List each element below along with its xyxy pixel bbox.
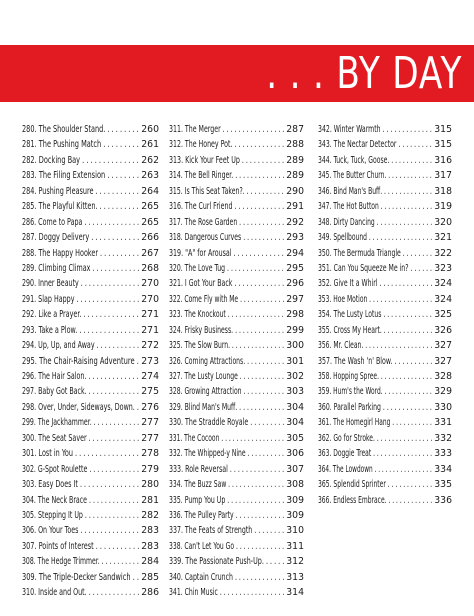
toc-entry <box>22 415 159 430</box>
toc-entry-page: 260 <box>140 122 159 137</box>
toc-entry-page: 306 <box>285 446 304 461</box>
toc-entry <box>169 508 304 523</box>
toc-entry <box>169 137 304 152</box>
toc-entry-title: 298. Over, Under, Sideways, Down. . <box>22 401 139 413</box>
toc-entry-page: 292 <box>285 215 304 230</box>
toc-entry-title: 284. Pushing Pleasure . . . . . . . . . . . <box>22 185 139 197</box>
toc-entry <box>169 276 304 291</box>
toc-entry-page: 325 <box>433 307 452 322</box>
toc-entry-title: 333. Role Reversal . . . . . . . . . . . . . . <box>169 463 285 475</box>
toc-entry <box>169 384 304 399</box>
toc-entry-page: 279 <box>140 462 159 477</box>
toc-entry <box>318 493 452 508</box>
toc-entry-page: 330 <box>433 400 452 415</box>
toc-entry <box>22 523 159 538</box>
toc-entry-page: 270 <box>140 292 159 307</box>
toc-column-3 <box>318 122 464 508</box>
toc-entry-title: 365. Splendid Sprinter . . . . . . . . . . . . <box>318 479 433 491</box>
toc-entry-title: 348. Dirty Dancing . . . . . . . . . . . . . . . <box>318 216 433 228</box>
toc-entry-page: 312 <box>285 554 304 569</box>
toc-entry-page: 271 <box>140 307 159 322</box>
toc-entry-page: 308 <box>285 477 304 492</box>
toc-entry <box>22 570 159 585</box>
toc-entry-page: 286 <box>140 585 159 600</box>
toc-entry-title: 363. Doggie Treat . . . . . . . . . . . . . . . . <box>318 448 433 460</box>
toc-entry-page: 265 <box>140 215 159 230</box>
toc-entry <box>318 415 452 430</box>
toc-entry-title: 339. The Passionate Push-Up. . . . . . <box>169 556 285 568</box>
toc-entry <box>169 400 304 415</box>
toc-entry <box>22 369 159 384</box>
toc-entry-title: 352. Give It a Whirl . . . . . . . . . . . . . . <box>318 278 433 290</box>
toc-entry-page: 266 <box>140 230 159 245</box>
toc-entry <box>169 415 304 430</box>
toc-entry-title: 310. Inside and Out. . . . . . . . . . . . . . <box>22 587 140 599</box>
toc-entry <box>22 122 159 137</box>
toc-entry-page: 311 <box>285 539 304 554</box>
toc-entry-title: 351. Can You Squeeze Me in? . . . . . . <box>318 262 432 274</box>
toc-entry-page: 309 <box>285 493 304 508</box>
toc-entry-title: 312. The Honey Pot. . . . . . . . . . . . . . <box>169 139 285 151</box>
toc-entry <box>318 338 452 353</box>
toc-entry-page: 281 <box>140 493 159 508</box>
toc-entry-page: 283 <box>140 539 159 554</box>
toc-entry-title: 349. Spellbound . . . . . . . . . . . . . . . . . <box>318 232 433 244</box>
toc-entry <box>169 153 304 168</box>
toc-entry <box>318 384 452 399</box>
toc-entry-page: 264 <box>140 184 159 199</box>
toc-entry-title: 281. The Pushing Match . . . . . . . . . <box>22 139 139 151</box>
toc-entry-page: 328 <box>433 369 452 384</box>
toc-entry <box>22 184 159 199</box>
toc-entry-page: 315 <box>433 122 452 137</box>
toc-entry-title: 337. The Feats of Strength . . . . . . . . <box>169 525 285 537</box>
toc-entry-page: 298 <box>285 307 304 322</box>
toc-entry <box>22 384 159 399</box>
toc-entry <box>169 168 304 183</box>
toc-entry-title: 345. The Butter Churn. . . . . . . . . . . . . <box>318 170 432 182</box>
toc-entry-title: 343. The Nectar Detector . . . . . . . . . <box>318 139 432 151</box>
toc-entry <box>318 292 452 307</box>
toc-entry-title: 361. The Homegirl Hang . . . . . . . . . . . <box>318 417 432 429</box>
toc-entry <box>169 369 304 384</box>
toc-entry <box>22 215 159 230</box>
toc-entry <box>22 246 159 261</box>
toc-entry-title: 344. Tuck, Tuck, Goose. . . . . . . . . . . . <box>318 154 432 166</box>
toc-entry-page: 289 <box>285 153 304 168</box>
toc-entry-page: 291 <box>285 199 304 214</box>
toc-entry-page: 327 <box>433 338 452 353</box>
toc-entry <box>318 276 452 291</box>
toc-entry-title: 280. The Shoulder Stand. . . . . . . . . <box>22 124 139 135</box>
toc-entry-title: 325. The Slow Burn. . . . . . . . . . . . . . . <box>169 340 285 352</box>
toc-entry-page: 303 <box>285 384 304 399</box>
toc-entry-title: 295. The Chair-Raising Adventure . <box>22 355 139 367</box>
toc-entry-title: 289. Climbing Climax . . . . . . . . . . . . <box>22 262 140 274</box>
toc-entry-title: 321. I Got Your Back . . . . . . . . . . . . . <box>169 278 285 290</box>
toc-entry-page: 327 <box>433 354 452 369</box>
toc-entry-page: 332 <box>433 431 452 446</box>
toc-entry-page: 304 <box>285 400 304 415</box>
toc-entry <box>169 323 304 338</box>
toc-entry-page: 267 <box>140 246 159 261</box>
toc-entry-title: 294. Up, Up, and Away . . . . . . . . . . . <box>22 340 140 352</box>
toc-entry-title: 358. Hopping Spree. . . . . . . . . . . . . . . <box>318 371 432 382</box>
toc-entry <box>22 462 159 477</box>
toc-entry-title: 327. The Lusty Lounge . . . . . . . . . . . . <box>169 371 284 382</box>
toc-entry-page: 300 <box>285 338 304 353</box>
toc-entry <box>169 431 304 446</box>
toc-entry-title: 317. The Rose Garden . . . . . . . . . . . . <box>169 216 285 228</box>
toc-entry-page: 309 <box>285 508 304 523</box>
toc-entry-title: 331. The Cocoon . . . . . . . . . . . . . . . . . <box>169 432 284 444</box>
toc-entry-page: 321 <box>433 230 452 245</box>
toc-entry-title: 332. The Whipped-y Nine . . . . . . . . . . <box>169 448 284 460</box>
toc-entry <box>318 323 452 338</box>
toc-entry <box>22 199 159 214</box>
toc-entry-title: 334. The Buzz Saw . . . . . . . . . . . . . . . <box>169 479 284 491</box>
toc-entry <box>318 246 452 261</box>
page-title: . . . BY DAY <box>266 48 462 99</box>
toc-entry-page: 310 <box>285 523 304 538</box>
toc-entry-page: 314 <box>285 585 304 600</box>
toc-entry-page: 276 <box>140 400 159 415</box>
toc-entry-page: 263 <box>140 168 159 183</box>
toc-entry <box>22 153 159 168</box>
toc-entry <box>318 400 452 415</box>
toc-entry-page: 288 <box>285 137 304 152</box>
toc-entry-title: 356. Mr. Clean. . . . . . . . . . . . . . . . . . . <box>318 340 433 352</box>
toc-entry-page: 294 <box>285 246 304 261</box>
toc-entry-page: 313 <box>285 570 304 585</box>
toc-entry-page: 318 <box>433 184 452 199</box>
toc-entry-title: 360. Parallel Parking . . . . . . . . . . . . . <box>318 401 432 413</box>
toc-entry-title: 282. Docking Bay . . . . . . . . . . . . . . <box>22 154 139 166</box>
toc-entry <box>318 122 452 137</box>
toc-entry-title: 323. The Knockout . . . . . . . . . . . . . . . <box>169 309 284 321</box>
toc-entry-title: 362. Go for Stroke. . . . . . . . . . . . . . . . <box>318 432 433 444</box>
toc-entry-page: 331 <box>433 415 452 430</box>
toc-entry <box>169 230 304 245</box>
toc-entry-title: 283. The Filing Extension . . . . . . . . <box>22 170 139 182</box>
toc-entry-page: 290 <box>285 184 304 199</box>
toc-entry-title: 328. Growing Attraction . . . . . . . . . . . <box>169 386 284 398</box>
toc-entry <box>169 523 304 538</box>
toc-entry-page: 315 <box>433 137 452 152</box>
toc-entry-page: 280 <box>140 477 159 492</box>
toc-entry-page: 335 <box>433 477 452 492</box>
toc-entry <box>169 292 304 307</box>
toc-entry <box>318 446 452 461</box>
toc-entry-title: 338. Can't Let You Go . . . . . . . . . . . . . <box>169 540 285 552</box>
toc-entry-title: 320. The Love Tug . . . . . . . . . . . . . . . <box>169 262 284 274</box>
toc-entry-title: 366. Endless Embrace. . . . . . . . . . . . . <box>318 494 433 506</box>
toc-entry <box>22 493 159 508</box>
toc-entry <box>169 477 304 492</box>
toc-entry-title: 297. Baby Got Back. . . . . . . . . . . . . . <box>22 386 139 398</box>
toc-entry-title: 286. Come to Papa . . . . . . . . . . . . . . <box>22 216 140 228</box>
toc-entry <box>22 585 159 600</box>
toc-entry-page: 270 <box>140 276 159 291</box>
toc-entry-page: 265 <box>140 199 159 214</box>
toc-entry <box>169 261 304 276</box>
toc-entry-title: 293. Take a Plow. . . . . . . . . . . . . . . . <box>22 324 140 336</box>
toc-entry-title: 309. The Triple-Decker Sandwich . . <box>22 571 140 583</box>
toc-entry <box>169 446 304 461</box>
toc-entry <box>318 199 452 214</box>
toc-entry <box>22 338 159 353</box>
toc-entry-title: 287. Doggy Delivery . . . . . . . . . . . . <box>22 232 140 244</box>
toc-entry <box>22 446 159 461</box>
toc-entry <box>22 323 159 338</box>
toc-entry <box>22 554 159 569</box>
toc-entry-page: 277 <box>140 431 159 446</box>
toc-entry-page: 326 <box>433 323 452 338</box>
toc-entry-page: 333 <box>433 446 452 461</box>
toc-column-2 <box>169 122 315 601</box>
toc-entry-page: 282 <box>140 508 159 523</box>
toc-entry-page: 301 <box>285 354 304 369</box>
toc-entry <box>169 246 304 261</box>
toc-entry-title: 315. Is This Seat Taken?. . . . . . . . . . . <box>169 185 284 197</box>
toc-entry <box>22 539 159 554</box>
toc-entry-page: 295 <box>285 261 304 276</box>
toc-entry-title: 300. The Seat Saver . . . . . . . . . . . . . <box>22 432 140 444</box>
toc-entry-title: 316. The Curl Friend . . . . . . . . . . . . . <box>169 201 285 213</box>
toc-entry-title: 355. Cross My Heart. . . . . . . . . . . . . . <box>318 324 433 336</box>
toc-entry-page: 283 <box>140 523 159 538</box>
toc-entry-page: 285 <box>140 570 159 585</box>
toc-entry-title: 326. Coming Attractions. . . . . . . . . . . <box>169 355 285 367</box>
toc-entry-page: 268 <box>140 261 159 276</box>
toc-entry-page: 302 <box>285 369 304 384</box>
toc-entry-page: 304 <box>285 415 304 430</box>
toc-entry <box>22 230 159 245</box>
toc-entry-title: 329. Blind Man's Muff. . . . . . . . . . . . . <box>169 401 285 413</box>
toc-entry <box>318 230 452 245</box>
toc-entry <box>318 153 452 168</box>
toc-entry <box>318 137 452 152</box>
toc-entry-page: 324 <box>433 276 452 291</box>
toc-entry-page: 273 <box>140 354 159 369</box>
toc-entry-title: 288. The Happy Hooker . . . . . . . . . . <box>22 247 139 259</box>
toc-entry <box>22 292 159 307</box>
toc-entry <box>318 369 452 384</box>
toc-entry <box>169 462 304 477</box>
toc-entry <box>169 554 304 569</box>
toc-entry <box>169 307 304 322</box>
toc-entry-page: 296 <box>285 276 304 291</box>
toc-entry-page: 305 <box>285 431 304 446</box>
toc-entry-title: 302. G-Spot Roulette . . . . . . . . . . . . . <box>22 463 139 475</box>
toc-entry-page: 319 <box>433 199 452 214</box>
toc-entry-title: 308. The Hedge Trimmer. . . . . . . . . . . <box>22 556 139 568</box>
toc-entry-title: 306. On Your Toes . . . . . . . . . . . . . . . <box>22 525 139 537</box>
toc-entry-page: 329 <box>433 384 452 399</box>
toc-entry <box>22 168 159 183</box>
toc-entry-page: 323 <box>433 261 452 276</box>
toc-entry <box>22 137 159 152</box>
toc-entry-page: 324 <box>433 292 452 307</box>
toc-entry-page: 293 <box>285 230 304 245</box>
toc-entry-title: 335. Pump You Up . . . . . . . . . . . . . . . <box>169 494 285 506</box>
toc-entry <box>169 539 304 554</box>
toc-entry-page: 299 <box>285 323 304 338</box>
toc-entry <box>318 307 452 322</box>
toc-entry <box>169 493 304 508</box>
toc-entry-title: 354. The Lusty Lotus . . . . . . . . . . . . . <box>318 309 432 321</box>
toc-entry-page: 278 <box>140 446 159 461</box>
toc-entry-page: 287 <box>285 122 304 137</box>
toc-entry-title: 340. Captain Crunch . . . . . . . . . . . . . <box>169 571 285 583</box>
toc-entry-title: 350. The Bermuda Triangle . . . . . . . . <box>318 247 432 259</box>
toc-entry-title: 346. Bind Man's Buff. . . . . . . . . . . . . . <box>318 185 432 197</box>
toc-entry-title: 307. Points of Interest . . . . . . . . . . . <box>22 540 140 552</box>
toc-entry <box>169 122 304 137</box>
toc-entry-title: 318. Dangerous Curves . . . . . . . . . . . <box>169 232 285 244</box>
toc-entry-page: 336 <box>433 493 452 508</box>
toc-entry-title: 357. The Wash 'n' Blow. . . . . . . . . . . <box>318 355 433 367</box>
toc-entry <box>22 354 159 369</box>
toc-entry-title: 336. The Pulley Party . . . . . . . . . . . . . <box>169 509 285 521</box>
toc-entry-title: 330. The Straddle Royale . . . . . . . . . <box>169 417 285 429</box>
toc-entry <box>22 508 159 523</box>
toc-entry <box>169 199 304 214</box>
toc-entry <box>318 261 452 276</box>
toc-entry <box>318 215 452 230</box>
toc-entry-page: 317 <box>433 168 452 183</box>
toc-entry-page: 271 <box>140 323 159 338</box>
toc-entry-title: 304. The Neck Brace . . . . . . . . . . . . . <box>22 494 139 506</box>
toc-entry-page: 297 <box>285 292 304 307</box>
toc-entry <box>169 585 304 600</box>
toc-entry-page: 307 <box>285 462 304 477</box>
toc-entry-title: 314. The Bell Ringer. . . . . . . . . . . . . . <box>169 170 285 182</box>
toc-entry-title: 313. Kick Your Feet Up . . . . . . . . . . . <box>169 154 285 166</box>
toc-entry-page: 261 <box>140 137 159 152</box>
toc-entry-page: 262 <box>140 153 159 168</box>
toc-entry-page: 275 <box>140 384 159 399</box>
toc-entry <box>169 570 304 585</box>
toc-entry-title: 341. Chin Music . . . . . . . . . . . . . . . . . <box>169 587 285 599</box>
toc-entry <box>318 477 452 492</box>
toc-entry-title: 319. "A" for Arousal . . . . . . . . . . . . . <box>169 247 284 259</box>
toc-entry <box>169 338 304 353</box>
toc-entry-page: 320 <box>433 215 452 230</box>
toc-entry <box>318 462 452 477</box>
toc-entry-page: 334 <box>433 462 452 477</box>
toc-entry-page: 316 <box>433 153 452 168</box>
toc-entry-title: 303. Easy Does It . . . . . . . . . . . . . . . <box>22 479 139 491</box>
toc-entry <box>318 354 452 369</box>
toc-entry <box>169 184 304 199</box>
toc-entry-title: 299. The Jackhammer. . . . . . . . . . . . . <box>22 417 140 429</box>
toc-entry-title: 324. Frisky Business. . . . . . . . . . . . . . <box>169 324 284 336</box>
toc-entry-title: 290. Inner Beauty . . . . . . . . . . . . . . . <box>22 278 140 290</box>
toc-entry <box>169 215 304 230</box>
toc-entry-title: 364. The Lowdown . . . . . . . . . . . . . . . . <box>318 463 432 475</box>
toc-entry-page: 277 <box>140 415 159 430</box>
toc-entry-title: 322. Come Fly with Me . . . . . . . . . . . . <box>169 293 285 305</box>
toc-entry-page: 284 <box>140 554 159 569</box>
toc-entry <box>318 184 452 199</box>
toc-entry-title: 291. Slap Happy . . . . . . . . . . . . . . . . <box>22 293 140 305</box>
toc-entry <box>169 354 304 369</box>
toc-column-1 <box>22 122 168 601</box>
toc-entry-page: 274 <box>140 369 159 384</box>
toc-entry-page: 322 <box>433 246 452 261</box>
toc-entry-title: 285. The Playful Kitten. . . . . . . . . . . <box>22 201 139 213</box>
toc-entry-title: 342. Winter Warmth . . . . . . . . . . . . . <box>318 124 432 135</box>
toc-entry-page: 289 <box>285 168 304 183</box>
toc-entry <box>22 400 159 415</box>
toc-entry <box>22 276 159 291</box>
toc-entry <box>22 261 159 276</box>
toc-entry-title: 353. Hoe Motion . . . . . . . . . . . . . . . . . <box>318 293 432 305</box>
toc-entry-title: 311. The Merger . . . . . . . . . . . . . . . . <box>169 124 285 135</box>
toc-entry <box>318 168 452 183</box>
toc-entry-title: 296. The Hair Salon. . . . . . . . . . . . . . <box>22 371 139 382</box>
toc-entry <box>22 307 159 322</box>
toc-entry-title: 301. Lost in You . . . . . . . . . . . . . . . . <box>22 448 139 460</box>
header-banner <box>0 45 474 102</box>
toc-entry-title: 305. Stepping It Up . . . . . . . . . . . . . . <box>22 509 139 521</box>
toc-entry-title: 347. The Hot Button . . . . . . . . . . . . . . <box>318 201 433 213</box>
toc-entry-title: 292. Like a Prayer. . . . . . . . . . . . . . . <box>22 309 139 321</box>
toc-entry <box>22 431 159 446</box>
toc-entry-page: 272 <box>140 338 159 353</box>
toc-entry-title: 359. Hum's the Word. . . . . . . . . . . . . . <box>318 386 432 398</box>
toc-entry <box>318 431 452 446</box>
toc-entry <box>22 477 159 492</box>
